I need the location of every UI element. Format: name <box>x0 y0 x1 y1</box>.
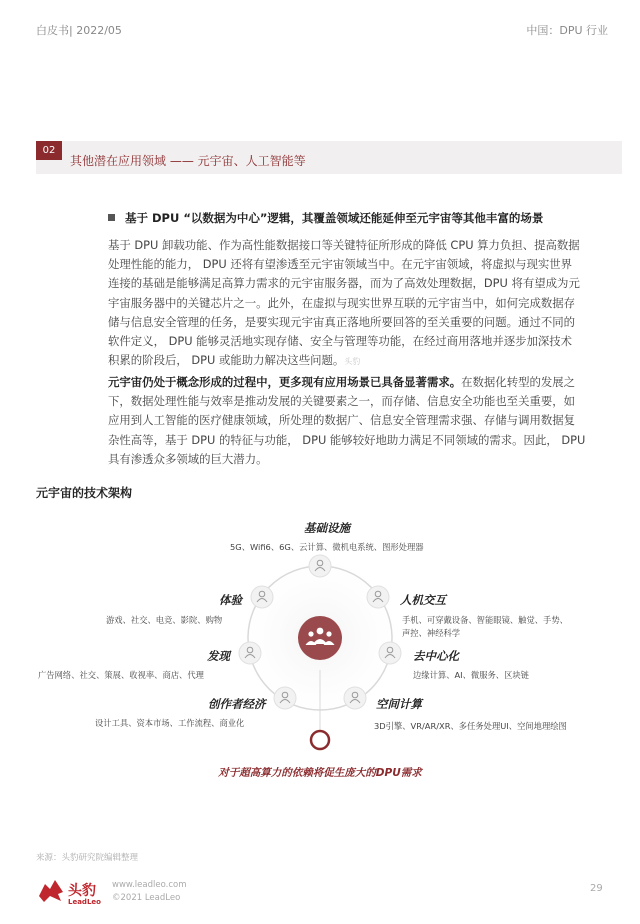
paragraph-line: 基于 DPU 卸载功能、作为高性能数据接口等关键特征所形成的降低 CPU 算力负担、提高数据 <box>108 238 580 252</box>
paragraph-line: 软件定义， DPU 能够灵活地实现存储、安全与管理等功能，在经过商用落地并逐步加深技术 <box>108 334 573 349</box>
desc-experience: 游戏、社交、电竞、影院、购物 <box>106 615 223 625</box>
node-hci-icon <box>367 586 389 608</box>
desc-decentralization: 边缘计算、AI、微服务、区块链 <box>413 670 529 680</box>
paragraph-line: 连接的基础是能够满足高算力需求的元宇宙服务器，而为了高效处理数据，DPU 将有望成为元 <box>108 276 580 291</box>
paragraph-line: 元宇宙仍处于概念形成的过程中，更多现有应用场景已具备显著需求。在数据化转型的发展之 <box>108 375 576 389</box>
desc-spatial: 3D引擎、VR/AR/XR、多任务处理UI、空间地理绘图 <box>374 721 567 731</box>
desc-hci-line1: 手机、可穿戴设备、智能眼镜、触觉、手势、 <box>402 615 568 625</box>
logo-text: 头豹 <box>68 883 96 899</box>
label-creator: 创作者经济 <box>208 697 266 711</box>
desc-infrastructure: 5G、Wifi6、6G、云计算、微机电系统、图形处理器 <box>230 542 424 552</box>
header-right: 中国：DPU 行业 <box>526 24 608 37</box>
footer-url[interactable]: www.leadleo.com <box>112 880 187 890</box>
header-left: 白皮书| 2022/05 <box>36 24 122 37</box>
desc-creator: 设计工具、资本市场、工作流程、商业化 <box>95 718 245 728</box>
logo-subtext: LeadLeo <box>68 898 101 906</box>
label-infrastructure: 基础设施 <box>304 521 350 535</box>
paragraph-line: 储与信息安全管理的任务，是要实现元宇宙真正落地所要回答的至关重要的问题。通过不同的 <box>108 314 576 329</box>
paragraph-line: 宇宙服务器中的关键芯片之一。此外，在虚拟与现实世界互联的元宇宙当中，如何完成数据存 <box>108 295 576 310</box>
node-infrastructure-icon <box>309 555 331 577</box>
paragraph-line: 应用到人工智能的医疗健康领域，所处理的数据广、信息安全管理需求强、存储与调用数据复 <box>108 413 576 428</box>
center-hub-icon <box>298 616 342 660</box>
section-number: 02 <box>36 141 62 160</box>
label-decentralization: 去中心化 <box>413 649 459 663</box>
paragraph-2-lead: 元宇宙仍处于概念形成的过程中，更多现有应用场景已具备显著需求。 <box>108 375 462 389</box>
label-discovery: 发现 <box>207 649 230 663</box>
paragraph-line: 积累的阶段后， DPU 或能助力解决这些问题。头豹 <box>108 353 361 368</box>
node-creator-icon <box>274 687 296 709</box>
node-discovery-icon <box>239 642 261 664</box>
bullet-heading <box>108 210 543 226</box>
section-title: 其他潜在应用领域 —— 元宇宙、人工智能等 <box>70 154 306 168</box>
paragraph-line: 杂性高等，基于 DPU 的特征与功能， DPU 能够较好地助力满足不同领域的需求。因此， DPU <box>108 432 586 447</box>
paragraph-line: 下，数据处理性能与效率是推动发展的关键要素之一，而存储、信息安全功能也至关重要，如 <box>108 394 576 409</box>
node-spatial-icon <box>344 687 366 709</box>
page-number: 29 <box>590 883 603 894</box>
watermark: 头豹 <box>344 357 361 367</box>
node-decentralization-icon <box>379 642 401 664</box>
diagram-caption: 对于超高算力的依赖将促生庞大的DPU需求 <box>218 767 422 779</box>
leadleo-logo-icon <box>36 876 66 904</box>
footer-copyright: ©2021 LeadLeo <box>112 893 181 903</box>
bullet-square-icon <box>108 214 115 221</box>
paragraph-2 <box>108 373 602 469</box>
source-note: 来源：头豹研究院编辑整理 <box>36 853 139 863</box>
paragraph-line: 处理性能的能力， DPU 还将有望渗透至元宇宙领域当中。在元宇宙领域，将虚拟与现实世界 <box>108 257 573 272</box>
label-spatial: 空间计算 <box>376 697 422 711</box>
desc-hci-line2: 声控、神经科学 <box>402 628 461 638</box>
paragraph-line: 具有渗透众多领域的巨大潜力。 <box>108 451 268 466</box>
bullet-text: 基于 DPU “以数据为中心”逻辑，其覆盖领域还能延伸至元宇宙等其他丰富的场景 <box>125 211 544 225</box>
desc-discovery: 广告网络、社交、策展、收视率、商店、代理 <box>38 670 204 680</box>
diagram-title: 元宇宙的技术架构 <box>36 486 133 500</box>
paragraph-1 <box>108 236 602 371</box>
label-hci: 人机交互 <box>400 593 446 607</box>
node-experience-icon <box>251 586 273 608</box>
target-circle-icon <box>311 731 329 749</box>
label-experience: 体验 <box>219 593 242 607</box>
